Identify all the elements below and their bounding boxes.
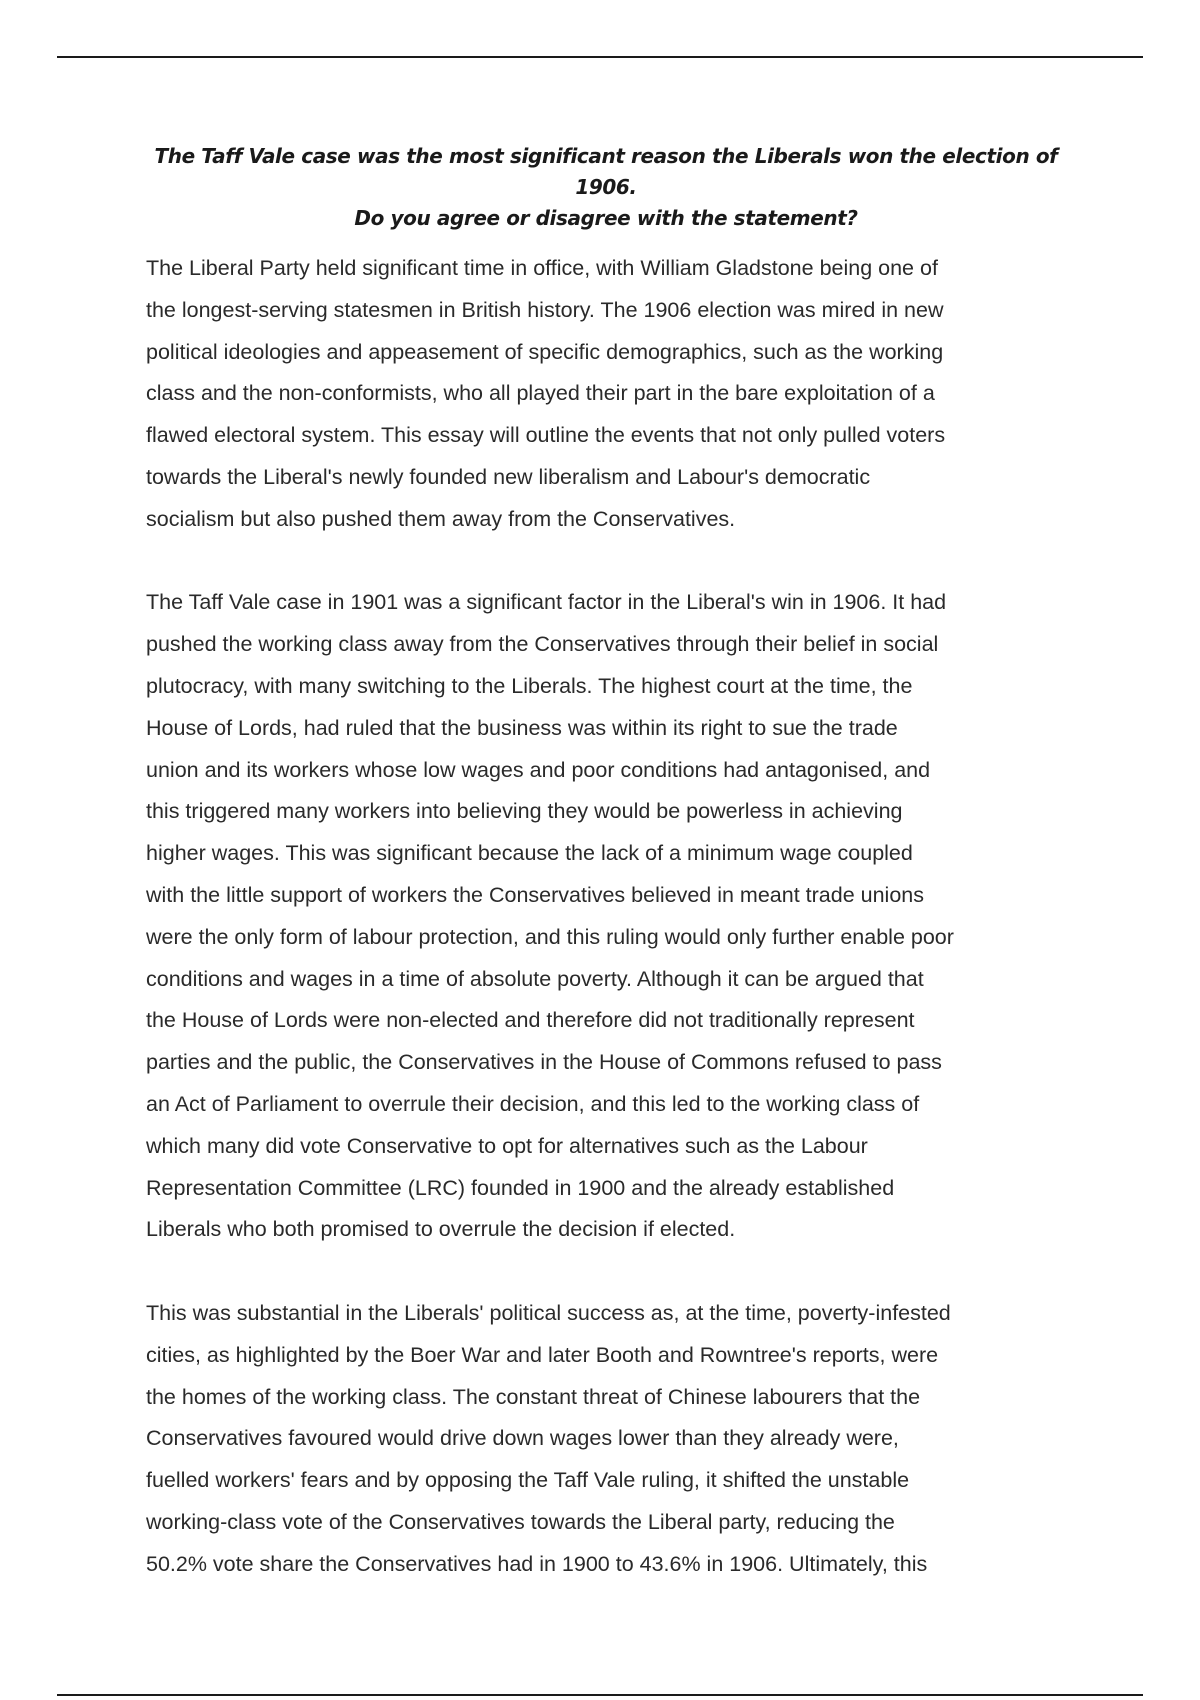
title-line: Do you agree or disagree with the statement? xyxy=(354,206,858,230)
text-line: parties and the public, the Conservatives in the House of Commons refused to pass xyxy=(146,1050,942,1075)
text-line: the longest-serving statesmen in British history. The 1906 election was mired in new xyxy=(146,297,944,322)
text-line: pushed the working class away from the Conservatives through their belief in social xyxy=(146,632,939,657)
text-line: 50.2% vote share the Conservatives had in 1900 to 43.6% in 1906. Ultimately, this xyxy=(146,1551,928,1576)
text-line: the homes of the working class. The constant threat of Chinese labourers that the xyxy=(146,1384,921,1409)
paragraph-taff-vale xyxy=(146,582,1066,1251)
text-line: were the only form of labour protection, and this ruling would only further enable poor xyxy=(146,924,954,949)
text-line: Representation Committee (LRC) founded in 1900 and the already established xyxy=(146,1175,895,1200)
text-line: higher wages. This was significant because the lack of a minimum wage coupled xyxy=(146,841,913,866)
text-line: Conservatives favoured would drive down wages lower than they already were, xyxy=(146,1426,899,1451)
text-line: an Act of Parliament to overrule their decision, and this led to the working class of xyxy=(146,1091,920,1116)
text-line: towards the Liberal's newly founded new liberalism and Labour's democratic xyxy=(146,464,871,489)
text-line: union and its workers whose low wages and poor conditions had antagonised, and xyxy=(146,757,931,782)
text-line: Liberals who both promised to overrule the decision if elected. xyxy=(146,1217,736,1242)
text-line: plutocracy, with many switching to the Liberals. The highest court at the time, the xyxy=(146,673,913,698)
text-line: The Taff Vale case in 1901 was a significant factor in the Liberal's win in 1906. It had xyxy=(146,590,947,615)
text-line: political ideologies and appeasement of specific demographics, such as the working xyxy=(146,339,944,364)
paragraph-liberal-success xyxy=(146,1293,1066,1586)
essay-question-title xyxy=(146,141,1066,234)
title-line: The Taff Vale case was the most significant reason the Liberals won the election of 1906. xyxy=(154,144,1058,199)
text-line: the House of Lords were non-elected and therefore did not traditionally represent xyxy=(146,1008,915,1033)
text-line: flawed electoral system. This essay will outline the events that not only pulled voters xyxy=(146,423,946,448)
text-line: working-class vote of the Conservatives towards the Liberal party, reducing the xyxy=(146,1509,895,1534)
text-line: fuelled workers' fears and by opposing the Taff Vale ruling, it shifted the unstable xyxy=(146,1468,910,1493)
text-line: with the little support of workers the Conservatives believed in meant trade unions xyxy=(146,882,924,907)
text-line: conditions and wages in a time of absolute poverty. Although it can be argued that xyxy=(146,966,924,991)
text-line: House of Lords, had ruled that the business was within its right to sue the trade xyxy=(146,715,898,740)
top-rule xyxy=(57,56,1143,58)
bottom-rule xyxy=(57,1694,1143,1696)
text-line: class and the non-conformists, who all played their part in the bare exploitation of a xyxy=(146,381,935,406)
text-line: socialism but also pushed them away from the Conservatives. xyxy=(146,506,736,531)
document-body xyxy=(146,141,1066,1627)
text-line: which many did vote Conservative to opt for alternatives such as the Labour xyxy=(146,1133,868,1158)
paragraph-introduction xyxy=(146,248,1066,541)
text-line: This was substantial in the Liberals' political success as, at the time, poverty-infested xyxy=(146,1300,951,1325)
text-line: this triggered many workers into believing they would be powerless in achieving xyxy=(146,799,903,824)
text-line: cities, as highlighted by the Boer War and later Booth and Rowntree's reports, were xyxy=(146,1342,939,1367)
text-line: The Liberal Party held significant time in office, with William Gladstone being one of xyxy=(146,256,938,280)
